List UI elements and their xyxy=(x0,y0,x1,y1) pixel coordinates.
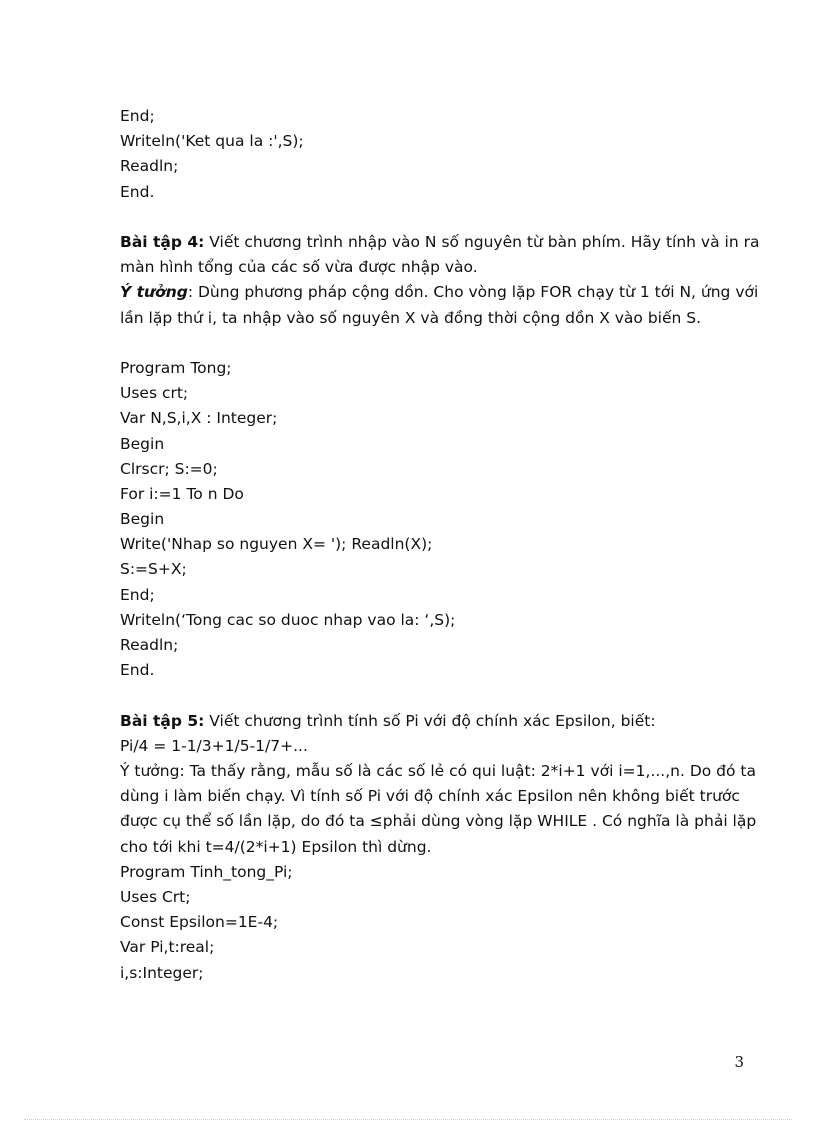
code-line: End; xyxy=(120,585,155,604)
code-block-top xyxy=(120,104,760,205)
exercise-5-idea: Ý tưởng: Ta thấy rằng, mẫu số là các số lẻ có qui luật: 2*i+1 với i=1,...,n. Do đó ta dùng i làm biến chạy. Vì tính số Pi với độ chính xác Epsilon nên không biết trước được cụ thể số lần lặp, do đó ta ≤phải dùng vòng lặp WHILE . Có nghĩa là phải lặp cho tới khi t=4/(2*i+1) Epsilon thì dừng. xyxy=(120,761,757,856)
exercise-5-formula: Pi/4 = 1-1/3+1/5-1/7+... xyxy=(120,736,308,755)
code-line: For i:=1 To n Do xyxy=(120,484,244,503)
code-line: Uses Crt; xyxy=(120,887,191,906)
exercise-4-idea xyxy=(120,280,760,330)
code-line: Var N,S,i,X : Integer; xyxy=(120,409,278,428)
exercise-4-text: Viết chương trình nhập vào N số nguyên từ bàn phím. Hãy tính và in ra màn hình tổng của các số vừa được nhập vào. xyxy=(120,232,760,277)
code-line: Begin xyxy=(120,510,165,529)
code-line: Writeln('Ket qua la :',S); xyxy=(120,132,304,151)
exercise-5-statement xyxy=(120,709,760,734)
code-line: Readln; xyxy=(120,157,179,176)
page-body xyxy=(120,104,760,986)
code-line: Write('Nhap so nguyen X= '); Readln(X); xyxy=(120,535,433,554)
exercise-4-idea-label: Ý tưởng xyxy=(120,283,188,302)
code-line: Program Tinh_tong_Pi; xyxy=(120,862,293,881)
code-line: Program Tong; xyxy=(120,358,232,377)
exercise-4-statement xyxy=(120,230,760,280)
code-line: S:=S+X; xyxy=(120,560,187,579)
code-line: i,s:Integer; xyxy=(120,963,204,982)
exercise-4-idea-text: : Dùng phương pháp cộng dồn. Cho vòng lặp FOR chạy từ 1 tới N, ứng với lần lặp thứ i, ta nhập vào số nguyên X và đồng thời cộng dồn X vào biến S. xyxy=(120,283,759,327)
code-line: Var Pi,t:real; xyxy=(120,938,215,957)
code-line: Uses crt; xyxy=(120,384,189,403)
code-block-exercise-4 xyxy=(120,356,760,683)
code-line: End. xyxy=(120,661,155,680)
footer-divider xyxy=(24,1119,792,1120)
code-line: Begin xyxy=(120,434,165,453)
spacer xyxy=(120,331,760,356)
code-line: Writeln(‘Tong cac so duoc nhap vao la: ‘,S); xyxy=(120,610,456,629)
exercise-5-text: Viết chương trình tính số Pi với độ chính xác Epsilon, biết: xyxy=(204,711,656,730)
code-line: Const Epsilon=1E-4; xyxy=(120,913,279,932)
spacer xyxy=(120,683,760,708)
exercise-4-title: Bài tập 4: xyxy=(120,232,205,251)
code-line: End. xyxy=(120,182,155,201)
code-line: Clrscr; S:=0; xyxy=(120,459,218,478)
code-line: Readln; xyxy=(120,636,179,654)
code-line: End; xyxy=(120,107,155,125)
exercise-5-title: Bài tập 5: xyxy=(120,711,205,730)
code-block-exercise-5 xyxy=(120,860,760,986)
page-number: 3 xyxy=(734,1053,744,1071)
spacer xyxy=(120,205,760,230)
